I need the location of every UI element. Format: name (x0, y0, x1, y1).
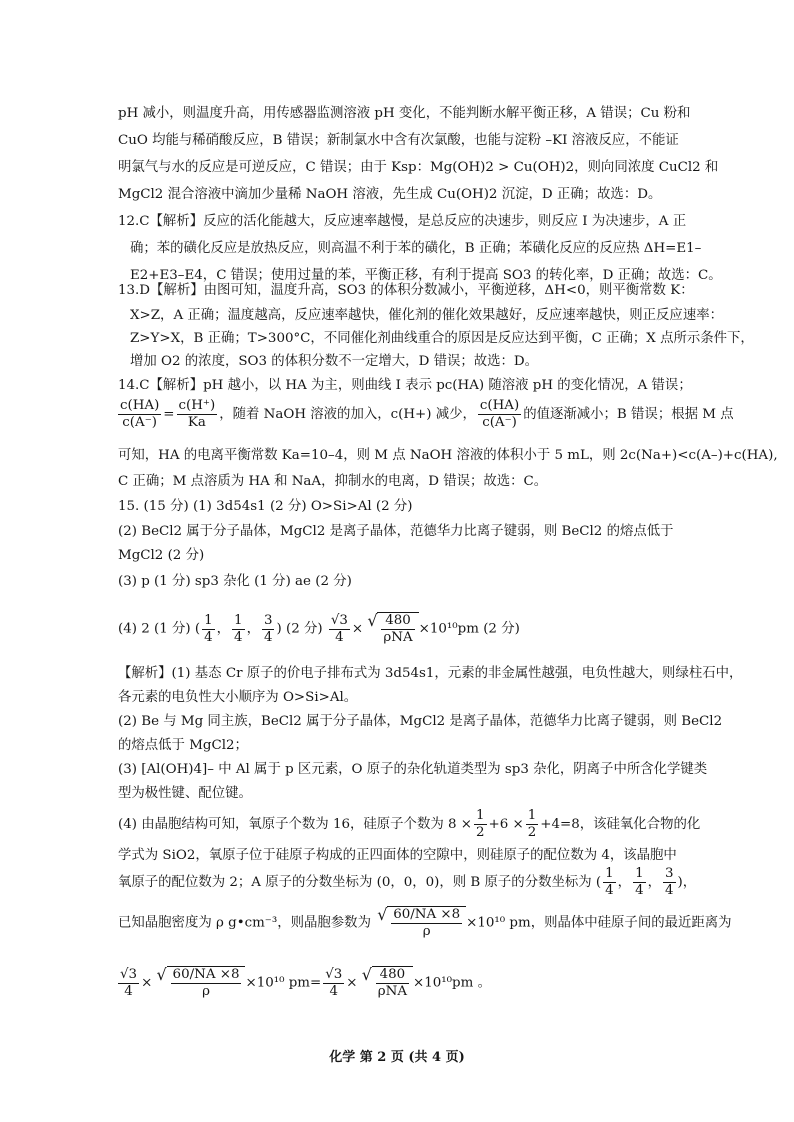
q14-formula-line: $\frac{c(HA)}{c(A^-)}$ = $\frac{c(H^+)}{Ka}$ ，随着 NaOH 溶液的加入，c(H+) 减少， $\frac{c(HA)}{c(A^-)}$ 的值逐渐减小；B 错误；根据 M 点 (120, 398, 734, 430)
q14-line: 14.C【解析】pH 越小，以 HA 为主，则曲线 I 表示 pc(HA) 随溶液 pH 的变化情况，A 错误； (118, 378, 692, 393)
q12-line: 确；苯的磺化反应是放热反应，则高温不利于苯的磺化，B 正确；苯磺化反应的反应热 ΔH=E1– (130, 241, 702, 256)
page-footer: 化学 第 2 页 (共 4 页) (329, 1050, 465, 1065)
solution-line: 各元素的电负性大小顺序为 O>Si>Al。 (118, 690, 358, 705)
fraction: $\frac{3}{4}$ (664, 866, 674, 898)
q13-line: X>Z，A 正确；温度越高，反应速率越快，催化剂的催化效果越好，反应速率越快，则正反应速率： (130, 308, 723, 323)
q15-line: 15. (15 分) (1) 3d54s1 (2 分) O>Si>Al (2 分) (118, 499, 413, 514)
text-line: pH 减小，则温度升高，用传感器监测溶液 pH 变化，不能判断水解平衡正移，A 错误；Cu 粉和 (118, 106, 691, 121)
q13-line: Z>Y>X，B 正确；T>300°C，不同催化剂曲线重合的原因是反应达到平衡，C 正确；X 点所示条件下， (130, 331, 754, 346)
fraction: $\frac{c(HA)}{c(A^-)}$ (479, 398, 520, 430)
solution-line: (4) 由晶胞结构可知，氧原子个数为 16，硅原子个数为 8 × $\frac{1}{2}$ +6 × $\frac{1}{2}$ +4=8，该硅氧化合物的化 (118, 808, 701, 840)
q15-line: (3) p (1 分) sp3 杂化 (1 分) ae (2 分) (118, 574, 352, 589)
q15-line: (2) BeCl2 属于分子晶体，MgCl2 是离子晶体，范德华力比离子键弱，则 BeCl2 的熔点低于 (118, 524, 674, 539)
solution-line: (3) [Al(OH)4]– 中 Al 属于 p 区元素，O 原子的杂化轨道类型为 sp3 杂化，阴离子中所含化学键类 (118, 762, 708, 777)
fraction: $\frac{1}{4}$ (234, 612, 243, 645)
solution-line: (2) Be 与 Mg 同主族，BeCl2 属于分子晶体，MgCl2 是离子晶体，范德华力比离子键弱，则 BeCl2 (118, 714, 723, 729)
q12-line: E2+E3–E4，C 错误；使用过量的苯，平衡正移，有利于提高 SO3 的转化率，D 正确；故选：C。 (130, 268, 722, 283)
solution-line: 氧原子的配位数为 2；A 原子的分数坐标为 (0，0，0)，则 B 原子的分数坐标为 ( $\frac{1}{4}$ ， $\frac{1}{4}$ ， $\frac{3}{4}$ )， (118, 866, 697, 898)
fraction: $\frac{1}{4}$ (204, 612, 213, 645)
q13-line: 13.D【解析】由图可知，温度升高，SO3 的体积分数减小，平衡逆移，ΔH<0，则平衡常数 K： (118, 283, 694, 298)
q14-line: 可知，HA 的电离平衡常数 Ka=10–4，则 M 点 NaOH 溶液的体积小于 5 mL，则 2c(Na+)<c(A–)+c(HA), (118, 448, 778, 463)
q14-line: C 正确；M 点溶质为 HA 和 NaA，抑制水的电离，D 错误；故选：C。 (118, 474, 548, 489)
q15-answer-4: (4) 2 (1 分) ( $\frac{1}{4}$ ， $\frac{1}{4}$ ， $\frac{3}{4}$ ) (2 分) $\frac{√3}{4}$ × √ $\frac{480}{\text{ρNA}}$ ×10¹⁰pm (2 分) (118, 612, 520, 646)
radical: √ $\frac{60/NA \times 8}{\rho}$ (387, 906, 466, 940)
solution-line: 已知晶胞密度为 ρ g•cm⁻³，则晶胞参数为 √ $\frac{60/NA \times 8}{\rho}$ ×10¹⁰ pm，则晶体中硅原子间的最近距离为 (118, 906, 732, 940)
text-line: MgCl2 混合溶液中滴加少量稀 NaOH 溶液，先生成 Cu(OH)2 沉淀，D 正确；故选：D。 (118, 187, 662, 202)
solution-line: 学式为 SiO2，氧原子位于硅原子构成的正四面体的空隙中，则硅原子的配位数为 4，该晶胞中 (118, 848, 677, 863)
fraction: $\frac{√3}{4}$ (120, 966, 138, 999)
fraction: $\frac{1}{2}$ (527, 808, 537, 840)
radical: √ $\frac{60/NA \times 8}{\rho}$ (167, 966, 246, 1000)
solution-line: $\frac{√3}{4}$ × √ $\frac{60/NA \times 8}{\rho}$ ×10¹⁰ pm= $\frac{√3}{4}$ × √ $\frac{480}{\text{ρNA}}$ ×10¹⁰pm 。 (116, 966, 491, 1000)
fraction: $\frac{c(HA)}{c(A^-)}$ (120, 398, 160, 430)
q12-line: 12.C【解析】反应的活化能越大，反应速率越慢，是总反应的决速步，则反应 I 为决速步，A 正 (118, 214, 687, 229)
radical: √ $\frac{480}{\text{ρNA}}$ (372, 966, 413, 1000)
fraction: $\frac{√3}{4}$ (325, 966, 343, 999)
text-line: CuO 均能与稀硝酸反应，B 错误；新制氯水中含有次氯酸，也能与淀粉 –KI 溶液反应，不能证 (118, 133, 679, 148)
fraction: $\frac{√3}{4}$ (330, 612, 348, 645)
q13-line: 增加 O2 的浓度，SO3 的体积分数不一定增大，D 错误；故选：D。 (130, 354, 539, 369)
solution-line: 的熔点低于 MgCl2； (118, 738, 248, 753)
q15-line: MgCl2 (2 分) (118, 548, 205, 563)
fraction: $\frac{1}{4}$ (635, 866, 644, 898)
solution-line: 型为极性键、配位键。 (118, 786, 252, 801)
fraction: $\frac{1}{2}$ (475, 808, 485, 840)
fraction: $\frac{1}{4}$ (605, 866, 614, 898)
fraction: $\frac{3}{4}$ (263, 612, 273, 645)
solution-line: 【解析】(1) 基态 Cr 原子的价电子排布式为 3d54s1，元素的非金属性越强，电负性越大，则绿柱石中， (118, 666, 743, 681)
fraction: $\frac{c(H^+)}{Ka}$ (178, 398, 216, 430)
text-line: 明氯气与水的反应是可逆反应，C 错误；由于 Ksp：Mg(OH)2 > Cu(OH)2，则向同浓度 CuCl2 和 (118, 160, 719, 175)
radical: √ $\frac{480}{\text{ρNA}}$ (377, 612, 418, 646)
